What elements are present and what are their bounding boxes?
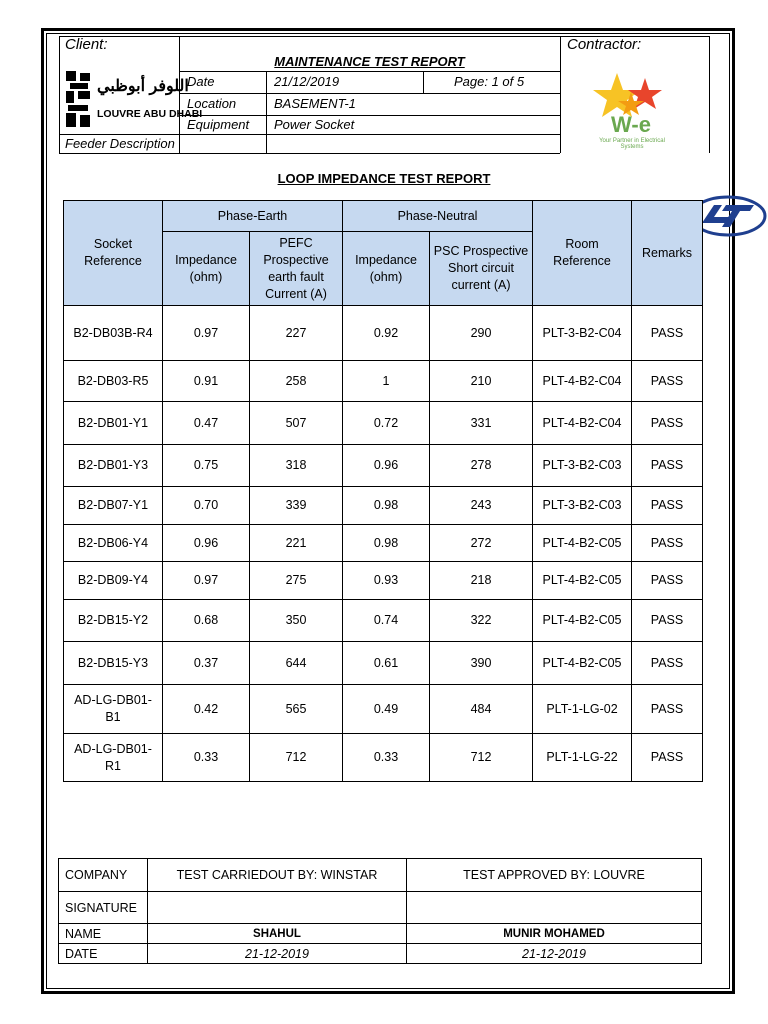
date-label: DATE	[59, 944, 148, 964]
table-row	[64, 445, 703, 487]
cell-pefc: 644	[250, 642, 343, 685]
table-row	[64, 361, 703, 402]
header-pn-impedance: Impedance (ohm)	[343, 232, 430, 306]
cell-socket-ref: B2-DB01-Y1	[64, 402, 163, 445]
cell-remarks: PASS	[632, 685, 703, 734]
cell-pe-impedance: 0.42	[163, 685, 250, 734]
cell-psc: 272	[430, 525, 533, 562]
cell-remarks: PASS	[632, 525, 703, 562]
signature-louvre	[407, 892, 702, 924]
cell-room-ref: PLT-4-B2-C05	[533, 642, 632, 685]
cell-pe-impedance: 0.97	[163, 306, 250, 361]
louvre-arabic: اللوفر أبوظبي	[97, 78, 189, 95]
cell-pn-impedance: 0.33	[343, 734, 430, 782]
name-louvre: MUNIR MOHAMED	[407, 924, 702, 944]
page-number: Page: 1 of 5	[454, 74, 525, 89]
cell-room-ref: PLT-3-B2-C04	[533, 306, 632, 361]
cell-socket-ref: B2-DB07-Y1	[64, 487, 163, 525]
report-header	[59, 36, 710, 153]
table-row	[64, 685, 703, 734]
cell-psc: 390	[430, 642, 533, 685]
cell-pn-impedance: 0.49	[343, 685, 430, 734]
cell-pn-impedance: 1	[343, 361, 430, 402]
cell-pn-impedance: 0.98	[343, 487, 430, 525]
cell-room-ref: PLT-3-B2-C03	[533, 445, 632, 487]
we-tagline: Your Partner in Electrical Systems	[599, 138, 665, 150]
cell-pe-impedance: 0.47	[163, 402, 250, 445]
cell-socket-ref: B2-DB01-Y3	[64, 445, 163, 487]
cell-socket-ref: B2-DB06-Y4	[64, 525, 163, 562]
carried-out-by: TEST CARRIEDOUT BY: WINSTAR	[148, 859, 407, 892]
cell-socket-ref: B2-DB15-Y2	[64, 600, 163, 642]
table-row	[64, 525, 703, 562]
equipment-value: Power Socket	[274, 117, 355, 132]
cell-pe-impedance: 0.70	[163, 487, 250, 525]
cell-pn-impedance: 0.93	[343, 562, 430, 600]
contractor-logo	[587, 68, 677, 150]
cell-psc: 243	[430, 487, 533, 525]
cell-remarks: PASS	[632, 642, 703, 685]
equipment-label: Equipment	[187, 117, 250, 132]
name-label: NAME	[59, 924, 148, 944]
cell-pefc: 350	[250, 600, 343, 642]
cell-pe-impedance: 0.37	[163, 642, 250, 685]
cell-room-ref: PLT-4-B2-C04	[533, 402, 632, 445]
cell-psc: 484	[430, 685, 533, 734]
we-mark: W-e	[611, 112, 651, 137]
cell-socket-ref: AD-LG-DB01-B1	[64, 685, 163, 734]
cell-socket-ref: B2-DB03-R5	[64, 361, 163, 402]
cell-pe-impedance: 0.75	[163, 445, 250, 487]
header-socket-ref: Socket Reference	[64, 201, 163, 306]
section-title: LOOP IMPEDANCE TEST REPORT	[277, 171, 491, 186]
cell-remarks: PASS	[632, 402, 703, 445]
approved-by: TEST APPROVED BY: LOUVRE	[407, 859, 702, 892]
cell-pefc: 227	[250, 306, 343, 361]
header-phase-neutral: Phase-Neutral	[343, 201, 533, 232]
table-row	[64, 487, 703, 525]
cell-pe-impedance: 0.91	[163, 361, 250, 402]
louvre-english: LOUVRE ABU DHABI	[97, 108, 203, 120]
cell-pefc: 339	[250, 487, 343, 525]
cell-room-ref: PLT-4-B2-C04	[533, 361, 632, 402]
cell-remarks: PASS	[632, 600, 703, 642]
table-row	[64, 306, 703, 361]
header-phase-earth: Phase-Earth	[163, 201, 343, 232]
table-row	[64, 562, 703, 600]
cell-pe-impedance: 0.33	[163, 734, 250, 782]
cell-room-ref: PLT-1-LG-22	[533, 734, 632, 782]
cell-remarks: PASS	[632, 734, 703, 782]
cell-pn-impedance: 0.92	[343, 306, 430, 361]
location-value: BASEMENT-1	[274, 96, 356, 111]
signature-winstar	[148, 892, 407, 924]
header-psc: PSC Prospective Short circuit current (A)	[430, 232, 533, 306]
cell-pn-impedance: 0.96	[343, 445, 430, 487]
feeder-label: Feeder Description	[65, 136, 175, 151]
name-winstar: SHAHUL	[148, 924, 407, 944]
date-value: 21/12/2019	[274, 74, 340, 89]
cell-psc: 712	[430, 734, 533, 782]
louvre-mark-icon	[64, 69, 94, 131]
cell-pn-impedance: 0.72	[343, 402, 430, 445]
contractor-label: Contractor:	[567, 36, 642, 53]
header-pe-impedance: Impedance (ohm)	[163, 232, 250, 306]
cell-psc: 210	[430, 361, 533, 402]
cell-room-ref: PLT-4-B2-C05	[533, 525, 632, 562]
table-row	[64, 600, 703, 642]
header-pefc: PEFC Prospective earth fault Current (A)	[250, 232, 343, 306]
cell-remarks: PASS	[632, 306, 703, 361]
cell-remarks: PASS	[632, 445, 703, 487]
cell-remarks: PASS	[632, 562, 703, 600]
cell-room-ref: PLT-3-B2-C03	[533, 487, 632, 525]
date-louvre: 21-12-2019	[407, 944, 702, 964]
cell-pefc: 712	[250, 734, 343, 782]
client-label: Client:	[65, 36, 108, 53]
cell-psc: 278	[430, 445, 533, 487]
cell-pefc: 258	[250, 361, 343, 402]
cell-psc: 331	[430, 402, 533, 445]
cell-pn-impedance: 0.74	[343, 600, 430, 642]
company-label: COMPANY	[59, 859, 148, 892]
cell-pn-impedance: 0.98	[343, 525, 430, 562]
date-winstar: 21-12-2019	[148, 944, 407, 964]
cell-socket-ref: B2-DB15-Y3	[64, 642, 163, 685]
cell-pe-impedance: 0.97	[163, 562, 250, 600]
cell-remarks: PASS	[632, 361, 703, 402]
cell-pe-impedance: 0.68	[163, 600, 250, 642]
cell-pefc: 275	[250, 562, 343, 600]
location-label: Location	[187, 96, 237, 111]
cell-pefc: 318	[250, 445, 343, 487]
table-row	[64, 734, 703, 782]
cell-remarks: PASS	[632, 487, 703, 525]
cell-socket-ref: AD-LG-DB01-R1	[64, 734, 163, 782]
cell-pefc: 221	[250, 525, 343, 562]
cell-psc: 218	[430, 562, 533, 600]
cell-socket-ref: B2-DB09-Y4	[64, 562, 163, 600]
cell-room-ref: PLT-1-LG-02	[533, 685, 632, 734]
table-row	[64, 642, 703, 685]
loop-impedance-table	[63, 200, 703, 782]
cell-pefc: 565	[250, 685, 343, 734]
cell-socket-ref: B2-DB03B-R4	[64, 306, 163, 361]
cell-pefc: 507	[250, 402, 343, 445]
date-label: Date	[187, 74, 215, 89]
table-row	[64, 402, 703, 445]
signoff-table	[58, 858, 702, 964]
cell-psc: 322	[430, 600, 533, 642]
report-title: MAINTENANCE TEST REPORT	[274, 54, 465, 69]
cell-pn-impedance: 0.61	[343, 642, 430, 685]
cell-psc: 290	[430, 306, 533, 361]
header-room-ref: Room Reference	[533, 201, 632, 306]
cell-room-ref: PLT-4-B2-C05	[533, 562, 632, 600]
header-remarks: Remarks	[632, 201, 703, 306]
signature-label: SIGNATURE	[59, 892, 148, 924]
cell-pe-impedance: 0.96	[163, 525, 250, 562]
cell-room-ref: PLT-4-B2-C05	[533, 600, 632, 642]
